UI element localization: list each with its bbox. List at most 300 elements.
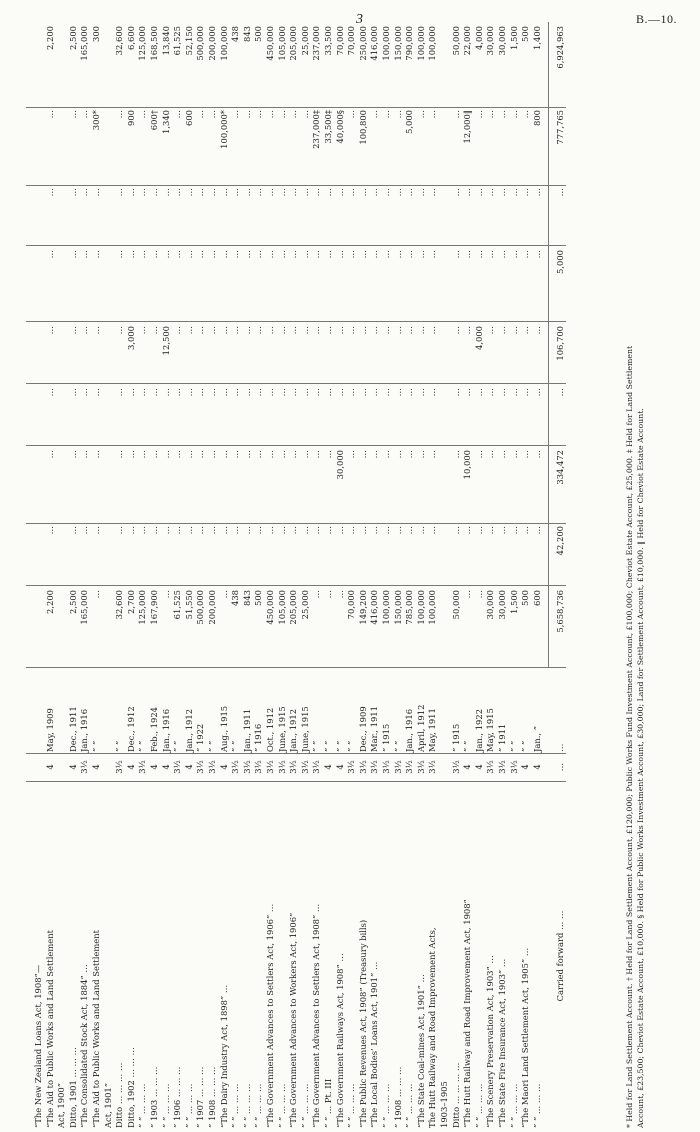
table-cell: 100,000: [427, 26, 438, 61]
table-cell: ” ”: [462, 740, 473, 752]
table-cell: ” ” … … …: [381, 1083, 391, 1128]
table-cell: …: [172, 326, 183, 335]
table-cell: 3½: [357, 760, 368, 774]
table-cell: ” 1908 … … …: [207, 1066, 217, 1128]
table-cell: …: [79, 388, 90, 397]
table-cell: …: [183, 326, 194, 335]
table-cell: …: [473, 388, 484, 397]
totals-rule: [548, 22, 549, 668]
table-cell: 500: [253, 590, 264, 606]
table-cell: ” 1903 … … …: [149, 1066, 159, 1128]
table-cell: ” 1907 … … …: [195, 1066, 206, 1128]
table-cell: 125,000: [137, 26, 148, 61]
table-cell: 22,000: [462, 26, 473, 56]
table-cell: 165,000: [79, 26, 90, 61]
table-cell: ” 1915: [450, 723, 461, 752]
table-cell: …: [311, 388, 322, 397]
table-cell: Ditto … … … …: [114, 1062, 125, 1128]
table-cell: …: [91, 326, 101, 335]
table-cell: …: [67, 326, 78, 335]
table-cell: 10,000: [462, 450, 473, 480]
table-cell: 416,000: [369, 590, 380, 625]
table-cell: 237,000‡: [311, 110, 322, 149]
table-cell: …: [265, 450, 275, 459]
table-cell: 3½: [415, 760, 426, 774]
table-cell: …: [450, 526, 461, 535]
table-cell: …: [473, 590, 484, 599]
table-cell: ” ” … … …: [531, 1083, 542, 1128]
table-cell: 30,000: [485, 26, 496, 56]
table-cell: …: [288, 450, 299, 459]
table-cell: 168,500: [149, 26, 159, 61]
table-cell: 30,000: [497, 26, 507, 56]
table-cell: 4: [323, 764, 333, 770]
table-cell: …: [137, 450, 148, 459]
table-cell: …: [311, 326, 322, 335]
table-cell: 1,500: [508, 590, 519, 614]
table-cell: …: [381, 388, 391, 397]
table-cell: …: [427, 326, 438, 335]
table-cell: 3½: [485, 760, 496, 774]
table-cell: “The Dairy Industry Act, 1898” …: [218, 984, 229, 1128]
table-cell: ” ”: [311, 740, 322, 752]
table-cell: 30,000: [497, 590, 507, 620]
table-cell: …: [207, 110, 217, 119]
table-cell: 250,000: [357, 26, 368, 61]
table-cell: ” ” … Pt. III: [323, 1078, 333, 1128]
table-cell: 790,000: [404, 26, 415, 61]
table-cell: …: [125, 250, 136, 259]
table-cell: 32,600: [114, 590, 125, 620]
table-cell: ” ” … … …: [137, 1083, 148, 1128]
table-cell: …: [253, 450, 264, 459]
table-cell: 3½: [450, 760, 461, 774]
table-cell: …: [334, 590, 345, 599]
table-cell: …: [392, 250, 403, 259]
table-cell: ” ”: [230, 740, 241, 752]
table-cell: …: [172, 110, 183, 119]
table-cell: …: [265, 110, 275, 119]
table-cell: Jan., 1912: [288, 708, 299, 752]
table-cell: 300: [91, 26, 101, 42]
table-cell: …: [520, 388, 531, 397]
table-cell: …: [114, 250, 125, 259]
table-cell: …: [520, 526, 531, 535]
table-cell: …: [253, 250, 264, 259]
table-cell: 500: [520, 26, 531, 42]
table-cell: …: [276, 526, 287, 535]
table-cell: Ditto … … … …: [450, 1062, 461, 1128]
table-cell: 105,000: [276, 590, 287, 625]
table-cell: 237,000: [311, 26, 322, 61]
table-cell: …: [207, 250, 217, 259]
table-cell: …: [462, 326, 473, 335]
table-cell: …: [485, 188, 496, 197]
table-cell: 3½: [497, 760, 507, 774]
table-cell: 12,500: [160, 326, 171, 356]
table-cell: …: [195, 250, 206, 259]
table-cell: …: [207, 526, 217, 535]
table-cell: …: [334, 326, 345, 335]
table-cell: ” ” … … …: [346, 1083, 357, 1128]
table-cell: 50,000: [450, 26, 461, 56]
table-cell: …: [44, 188, 55, 197]
table-cell: …: [508, 110, 519, 119]
table-cell: …: [346, 326, 357, 335]
table-cell: …: [427, 450, 438, 459]
table-cell: …: [323, 590, 333, 599]
paper-code: B.—10.: [636, 12, 678, 26]
table-cell: “The State Coal-mines Act, 1901” …: [415, 974, 426, 1128]
table-cell: 61,525: [172, 590, 183, 620]
table-cell: …: [218, 450, 229, 459]
table-cell: …: [520, 188, 531, 197]
table-cell: …: [44, 250, 55, 259]
table-cell: …: [427, 388, 438, 397]
table-cell: ” ”: [520, 740, 531, 752]
table-cell: …: [195, 326, 206, 335]
table-cell: …: [44, 110, 55, 119]
table-cell: …: [531, 326, 542, 335]
table-cell: …: [462, 388, 473, 397]
table-cell: …: [334, 388, 345, 397]
table-cell: …: [149, 450, 159, 459]
table-cell: …: [230, 388, 241, 397]
table-cell: …: [508, 188, 519, 197]
totals-row: [552, 22, 568, 1132]
table-cell: 600†: [149, 110, 159, 131]
table-cell: 4: [520, 764, 531, 770]
table-cell: …: [462, 526, 473, 535]
table-cell: “The Maori Land Settlement Act, 1905” …: [520, 947, 531, 1128]
table-cell: ” ” … … …: [473, 1083, 484, 1128]
table-cell: …: [160, 250, 171, 259]
table-cell: …: [125, 526, 136, 535]
table-cell: …: [508, 250, 519, 259]
table-cell: ” ” … … …: [299, 1083, 310, 1128]
table-cell: 30,000: [334, 450, 345, 480]
table-cell: 785,000: [404, 590, 415, 625]
table-cell: “The Hutt Railway and Road Improvement Act, 1908”: [462, 899, 473, 1128]
table-cell: 100,000: [427, 590, 438, 625]
table-cell: …: [79, 526, 90, 535]
table-cell: …: [114, 450, 125, 459]
table-cell: …: [265, 188, 275, 197]
table-cell: 30,000: [485, 590, 496, 620]
table-cell: …: [462, 188, 473, 197]
table-cell: 3½: [508, 760, 519, 774]
table-cell: Ditto, 1902 … … …: [125, 1047, 136, 1128]
table-cell: …: [137, 526, 148, 535]
table-cell: April, 1912: [415, 704, 426, 752]
table-cell: ” ”: [207, 740, 217, 752]
table-cell: …: [404, 250, 415, 259]
table-cell: …: [160, 388, 171, 397]
table-cell: 167,900: [149, 590, 159, 625]
table-cell: …: [207, 188, 217, 197]
table-cell: …: [160, 590, 171, 599]
table-cell: …: [392, 388, 403, 397]
table-cell: 900: [125, 110, 136, 126]
table-cell: …: [392, 526, 403, 535]
table-cell: …: [149, 188, 159, 197]
table-cell: Jan., 1922: [473, 708, 484, 752]
table-cell: Dec., 1909: [357, 706, 368, 752]
table-cell: 70,000: [334, 26, 345, 56]
table-cell: …: [497, 526, 507, 535]
table-cell: …: [195, 526, 206, 535]
table-cell: …: [299, 388, 310, 397]
table-cell: …: [497, 450, 507, 459]
table-cell: …: [91, 590, 101, 599]
table-cell: Aug., 1915: [218, 705, 229, 752]
table-cell: 3½: [427, 760, 438, 774]
table-cell: …: [230, 250, 241, 259]
table-cell: 3½: [137, 760, 148, 774]
table-cell: Jan., ”: [531, 725, 542, 752]
table-cell: …: [207, 450, 217, 459]
footnote-line-1: * Held for Land Settlement Account. † Held for Land Settlement Account, £120,000; Public Works Fund Investment Account, £100,000; Cheviot Estate Account, £25,000. ‡ Held for Land Settlement: [625, 345, 634, 1128]
table-cell: …: [404, 450, 415, 459]
table-cell: …: [357, 388, 368, 397]
table-cell: 61,525: [172, 26, 183, 56]
table-cell: …: [67, 388, 78, 397]
table-cell: …: [207, 388, 217, 397]
table-cell: …: [311, 188, 322, 197]
table-cell: 150,000: [392, 590, 403, 625]
table-cell: …: [415, 188, 426, 197]
table-cell: …: [253, 526, 264, 535]
table-cell: 4: [67, 764, 78, 770]
table-cell: 2,700: [125, 590, 136, 614]
table-cell: …: [149, 250, 159, 259]
table-cell: 4: [183, 764, 194, 770]
table-cell: …: [404, 326, 415, 335]
table-cell: …: [149, 526, 159, 535]
table-cell: 416,000: [369, 26, 380, 61]
table-cell: …: [346, 450, 357, 459]
table-cell: …: [311, 450, 322, 459]
table-cell: 40,000§: [334, 110, 345, 144]
table-cell: …: [218, 526, 229, 535]
table-cell: …: [172, 188, 183, 197]
table-cell: …: [415, 450, 426, 459]
table-cell: …: [346, 526, 357, 535]
table-cell: 1,400: [531, 26, 542, 50]
table-cell: …: [241, 388, 252, 397]
table-cell: …: [531, 250, 542, 259]
table-cell: 4: [531, 764, 542, 770]
footnotes: [624, 28, 646, 1128]
table-cell: …: [91, 250, 101, 259]
table-cell: “The Aid to Public Works and Land Settlement: [91, 929, 101, 1128]
table-cell: 125,000: [137, 590, 148, 625]
table-cell: …: [392, 110, 403, 119]
table-cell: …: [137, 250, 148, 259]
table-cell: …: [369, 188, 380, 197]
table-cell: …: [253, 326, 264, 335]
table-cell: 25,000: [299, 26, 310, 56]
table-cell: “The Aid to Public Works and Land Settlement: [44, 929, 55, 1128]
table-cell: …: [485, 526, 496, 535]
table-cell: 800: [531, 110, 542, 126]
table-cell: …: [450, 250, 461, 259]
table-cell: 2,200: [44, 590, 55, 614]
table-cell: “The Government Advances to Workers Act, 1906”: [288, 912, 299, 1128]
table-cell: …: [79, 110, 90, 119]
table-cell: …: [218, 590, 229, 599]
table-cell: …: [369, 110, 380, 119]
table-cell: 3½: [346, 760, 357, 774]
table-cell: …: [149, 326, 159, 335]
table-cell: …: [137, 388, 148, 397]
table-cell: Jan., 1916: [404, 708, 415, 752]
table-cell: …: [288, 110, 299, 119]
table-cell: …: [265, 326, 275, 335]
table-cell: …: [195, 110, 206, 119]
table-cell: 3,000: [125, 326, 136, 350]
table-cell: 3½: [207, 760, 217, 774]
table-cell: …: [485, 110, 496, 119]
table-cell: …: [427, 188, 438, 197]
table-cell: …: [311, 250, 322, 259]
table-cell: “The New Zealand Loans Act, 1908”—: [33, 964, 43, 1128]
table-cell: 500,000: [195, 26, 206, 61]
table-cell: 3½: [253, 760, 264, 774]
table-cell: …: [183, 250, 194, 259]
table-cell: 12,000‖: [462, 110, 473, 144]
table-cell: Oct., 1912: [265, 707, 275, 752]
table-cell: …: [288, 526, 299, 535]
table-cell: …: [485, 388, 496, 397]
table-cell: 4: [473, 764, 484, 770]
table-cell: …: [160, 188, 171, 197]
table-cell: …: [253, 388, 264, 397]
table-cell: 3½: [114, 760, 125, 774]
table-cell: Jan., 1911: [241, 708, 252, 752]
table-cell: 165,000: [79, 590, 90, 625]
table-cell: …: [149, 388, 159, 397]
table-cell: 6,600: [125, 26, 136, 50]
table-cell: “The State Fire Insurance Act, 1903” …: [497, 958, 507, 1128]
table-cell: ” ” … … …: [241, 1083, 252, 1128]
table-cell: …: [334, 250, 345, 259]
table-cell: …: [241, 250, 252, 259]
table-cell: …: [276, 388, 287, 397]
table-cell: …: [44, 388, 55, 397]
table-cell: …: [276, 188, 287, 197]
table-cell: …: [125, 188, 136, 197]
table-cell: ” ” … … …: [404, 1083, 415, 1128]
table-cell: 100,000: [415, 26, 426, 61]
table-cell: June, 1915: [276, 706, 287, 752]
table-cell: …: [404, 388, 415, 397]
table-cell: …: [299, 110, 310, 119]
table-cell: “The Public Revenues Act, 1908” (Treasury bills): [357, 919, 368, 1128]
table-cell: 4: [160, 764, 171, 770]
table-cell: 32,600: [114, 26, 125, 56]
table-cell: …: [450, 188, 461, 197]
table-cell: …: [195, 450, 206, 459]
table-cell: …: [520, 450, 531, 459]
table-cell: …: [555, 743, 565, 752]
table-cell: ” ” … … …: [508, 1083, 519, 1128]
table-cell: …: [497, 188, 507, 197]
table-cell: “The Local Bodies’ Loans Act, 1901” …: [369, 961, 380, 1128]
table-cell: …: [462, 590, 473, 599]
table-cell: …: [288, 326, 299, 335]
table-cell: 100,000: [415, 590, 426, 625]
table-cell: …: [218, 388, 229, 397]
table-cell: …: [195, 188, 206, 197]
table-cell: …: [473, 526, 484, 535]
table-cell: …: [241, 110, 252, 119]
table-cell: …: [91, 188, 101, 197]
table-cell: …: [183, 450, 194, 459]
table-cell: …: [137, 188, 148, 197]
table-cell: …: [218, 326, 229, 335]
table-cell: 4,000: [473, 26, 484, 50]
table-cell: …: [392, 326, 403, 335]
table-cell: Act, 1901”: [102, 1082, 113, 1128]
table-cell: 450,000: [265, 590, 275, 625]
table-cell: …: [323, 526, 333, 535]
table-cell: 3½: [299, 760, 310, 774]
table-cell: 3½: [288, 760, 299, 774]
table-cell: …: [357, 188, 368, 197]
table-cell: 42,200: [555, 526, 565, 556]
table-cell: 3½: [369, 760, 380, 774]
table-cell: ” 1908 … … …: [392, 1066, 403, 1128]
table-cell: 3½: [230, 760, 241, 774]
table-cell: 100,000: [381, 590, 391, 625]
table-cell: …: [230, 326, 241, 335]
table-cell: …: [346, 250, 357, 259]
table-cell: ” ” … … …: [276, 1083, 287, 1128]
table-cell: …: [67, 110, 78, 119]
table-cell: 33,500‡: [323, 110, 333, 144]
table-cell: …: [183, 388, 194, 397]
table-cell: Act, 1900”: [56, 1082, 67, 1128]
footnote-line-2: Account, £23,500; Cheviot Estate Account, £10,000. § Held for Public Works Investment Account, £30,000; Land for Settlement Account, £10,000. ‖ Held for Cheviot Estate Account.: [636, 408, 645, 1128]
table-cell: …: [485, 326, 496, 335]
table-cell: 334,472: [555, 450, 565, 485]
table-cell: Ditto, 1901 … … …: [67, 1047, 78, 1128]
table-cell: …: [334, 188, 345, 197]
table-cell: 4,000: [473, 326, 484, 350]
table-cell: 70,000: [346, 590, 357, 620]
table-cell: …: [497, 388, 507, 397]
table-cell: 438: [230, 590, 241, 606]
table-cell: …: [415, 388, 426, 397]
table-cell: …: [299, 526, 310, 535]
table-cell: …: [473, 188, 484, 197]
table-cell: …: [520, 110, 531, 119]
table-cell: 100,000: [218, 26, 229, 61]
table-cell: …: [299, 326, 310, 335]
table-cell: 100,000*: [218, 110, 229, 149]
table-cell: 4: [462, 764, 473, 770]
table-cell: 6,924,963: [555, 26, 565, 69]
table-cell: 3½: [404, 760, 415, 774]
table-cell: …: [265, 250, 275, 259]
table-cell: …: [415, 526, 426, 535]
table-cell: …: [241, 326, 252, 335]
table-cell: …: [462, 250, 473, 259]
table-cell: ” ” … … …: [230, 1083, 241, 1128]
table-cell: …: [79, 250, 90, 259]
table-cell: 500: [520, 590, 531, 606]
